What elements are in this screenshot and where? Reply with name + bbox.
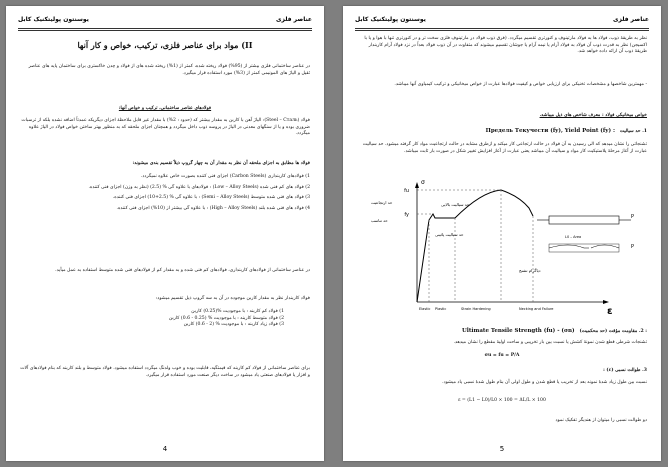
force-label: P [631,244,635,250]
item-3-description: نسبت بین طول زیاد شدهٔ نمونه بعد از تخریب یا قطع شدن و طول اولی آن بنام طول شدهٔ نسبی یاد میشود. [442,380,647,385]
closing-line: دو طوالت نسبی را میتوان از هندیگر تفکیک نمود [555,418,647,423]
label-elastic-limit: حد ارتجاعیت [371,200,393,205]
stress-strain-figure [369,174,639,322]
area-note: L0 – Area [565,235,582,239]
item-1-description: تشنجاتی را نشان میدهد که الی رسیدن به آن فولاد در حالت ارتجاعی کار میکند و ازطرق مشابه در حالت ارتجاعیت مواد کار گرفته میشود. حد سیالیت عبارت از آغاز مرحلهٔ پلاستیکیت کار مواد و سیالیت آن میباشد یعنی عبارت از آغاز افزایش تغییر شکل در صورت بار ثابت میباشد. [362,142,647,154]
zone-elastic: Elastic [419,307,431,311]
item-1-en: Предель Текучести (fy), Yield Point (fy) : [485,128,615,134]
item-2-heading [357,328,647,336]
list-item: 1) فولادهای کاربنداری (Carbon Steels) اجزای فنی کننده بصورت خاص علاوه نمیگردد. [140,174,310,179]
y-mark-sigma: σ [421,179,425,186]
label-diagram: دیاگرام تشنج [519,268,541,273]
zone-necking: Necking and Failure [519,307,554,311]
steel-list [20,174,310,213]
y-mark-fu: fu [404,188,409,194]
label-lower-yield: حد سیالیت پائینی [435,232,464,237]
page-right [343,6,661,461]
force-label: P [631,214,635,220]
subheading: خواص میخانیکی فولاد : معرف شاخص های ذیل میباشد. [539,113,647,118]
item-2-fa: : 2. مقاومت مؤقت (حد محکمیت) [579,329,647,334]
formula-elongation: ε = (L1 − L0)/L0 × 100 = ΔL/L × 100 [458,398,546,403]
paragraph-4: برای عناصر ساختمانی از فولاد کم کاربنه که قیمتگیه، قابلیت بوده و خوب ولدنگ میگردد استفاده میشود. فولاد متوسط و بلند کاربنه که بنام فولادهای آلات و افزار یا فولادهای صنعتی یاد میشود در ساخت دیگر صنعت مورد استفاده قرار میگیرد. [20,366,310,378]
list-item: 2) فولاد های کم فنی شده (Low – Alloy Steels) : فولادهای با علاوه گی % (2.5) (نظر به وزن) اجزای فنی کننده. [88,184,310,190]
steel-groups: فولاد ها مطابق به اجزای ملحقه آن نظر به مقدار آن به چهار گروپ ذیلاً تقسیم بندی میشوند: [132,161,310,166]
header-title-a: عناصر فلزی [275,16,312,23]
page-number: 4 [162,445,168,453]
carbon-list [20,309,284,329]
header-title-b: یوسنتون پولیتکنیک کابل [18,16,89,23]
item-2-description: تشنجات شرطی قطع شدن نمونهٔ کشش یا نسبت بین بار تخریبی و ساحت اولیهٔ مقطع را نشان میدهد. [453,340,647,345]
section-title: II) مواد برای عناصر فلزی، ترکیب، خواص و کار آنها [77,40,253,50]
list-item: 3) فولاد های فنی شده متوسط (Semi – Alloy Steels) : با علاوه گی % (2.5+10) اجزای فنی کننده. [112,195,310,201]
intro-paragraph: در عناصر ساختمانی فلزی بیشتر از (95%) فولاد ریخته شده، کمتر از (1%) ریخته شده های از فولاد و چدن خاکستری برای ساختمان پایه های عناصر ثقیل و الیاژ های المونیمی کمتر از (3%) مورد استفاده قرار میگیرد. [28,64,310,76]
y-mark-fy: fy [404,212,409,218]
list-item: 1) فولاد کم کاربنه : با موجودیت %(0.25) کاربن [191,309,284,314]
page-header [18,14,312,31]
list-item: 2) فولاد متوسط کاربنه : با موجودیت % (0.25 - 0.6) کاربن [168,315,284,321]
header-title-a: عناصر فلزی [612,16,649,23]
label-upper-yield: حد سیالیت بالایی [441,202,470,207]
page-left [6,6,324,461]
x-axis-label: ε [607,306,613,317]
paragraph-3: فولاد کاربندار نظر به مقدار کاربن موجوده در آن به سه گروپ ذیل تقسیم میشود: [155,296,310,301]
zone-plastic: Plastic [435,307,447,311]
item-1-heading [357,128,647,136]
list-item: 3) فولاد زیاد کاربنه : با موجودیت % (2 - 0.6) کاربن [183,322,284,328]
item-2-en: Ultimate Tensile Strength (fu) - (σn) [462,328,575,334]
intro-paragraph: نظر به طریقهٔ ذوب، فولاد ها به فولاد مارتینوف و کنورتری تقسیم میگردد. (فرق ذوب فولاد در مارتینوف فلزی سخت تر و در کنورتری تنها با هوا و یا با اکسیجن) نظر به قدرت ذوب آن فولاد به فولاد آرام یا نیمه آرام یا جوشان تقسیم میشوند که متفاوت در آن ذوب فولاد بعداً در نزد فولاد آرام کاربندار طریقهٔ ذوب آن ارائه داده خواهد شد. [364,36,647,55]
item-1-fa: 1. حد سیالیت [619,129,647,134]
list-item: 4) فولاد های فنی شده بلند (High – Alloy Steels) : با علاوه گی بیشتر از (10%) اجزای فنی کننده. [116,205,310,211]
header-title-b: یوسنتون پولیتکنیک کابل [355,16,426,23]
page-number: 5 [499,445,505,453]
zone-strain-hardening: Strain Hardening [461,307,491,311]
paragraph-2: در عناصر ساختمانی از فولادهای کاربنداری، فولادهای کم فنی شده و به مقدار کم از فولادهای فنی شده متوسط استفاده به عمل میآید. [55,268,310,273]
item-3-heading: 3. طوالت نسبی (ε) : [603,368,647,373]
bullet-paragraph: - مهمترین شاخصها و مشخصات تخنیکی برای ارزیابی خواص و کیفیت فولادها عبارت از خواص میخانیکی و ترکیب کیمیاوی آنها میباشد. [394,82,647,87]
label-proportional-limit: حد تناسب [371,218,388,223]
subheading: فولادهای عناصر ساختمانی، ترکیب و خواص آنها: [118,106,212,111]
page-header [355,14,649,31]
steel-definition: فولاد (Steel – Сталь): الیاژ آهن با کاربن به مقدار بیشتر که (حدود : 2%) با مقدار غیر قابل ملاحظة اجزای دیگریکه عمدتاً اضافه نشده بلکه از ترسبات ضروری بوده و یا از سنگهای معدنی در الیاژ در پروسه ذوب داخل میگردد و همچنان اجزای ملحقه که به منظور بهتر ساختن خواص فولاد در الیاژ علاوه میگردد. [21,118,310,137]
formula-fu: σu = fu = P/A [484,353,520,358]
